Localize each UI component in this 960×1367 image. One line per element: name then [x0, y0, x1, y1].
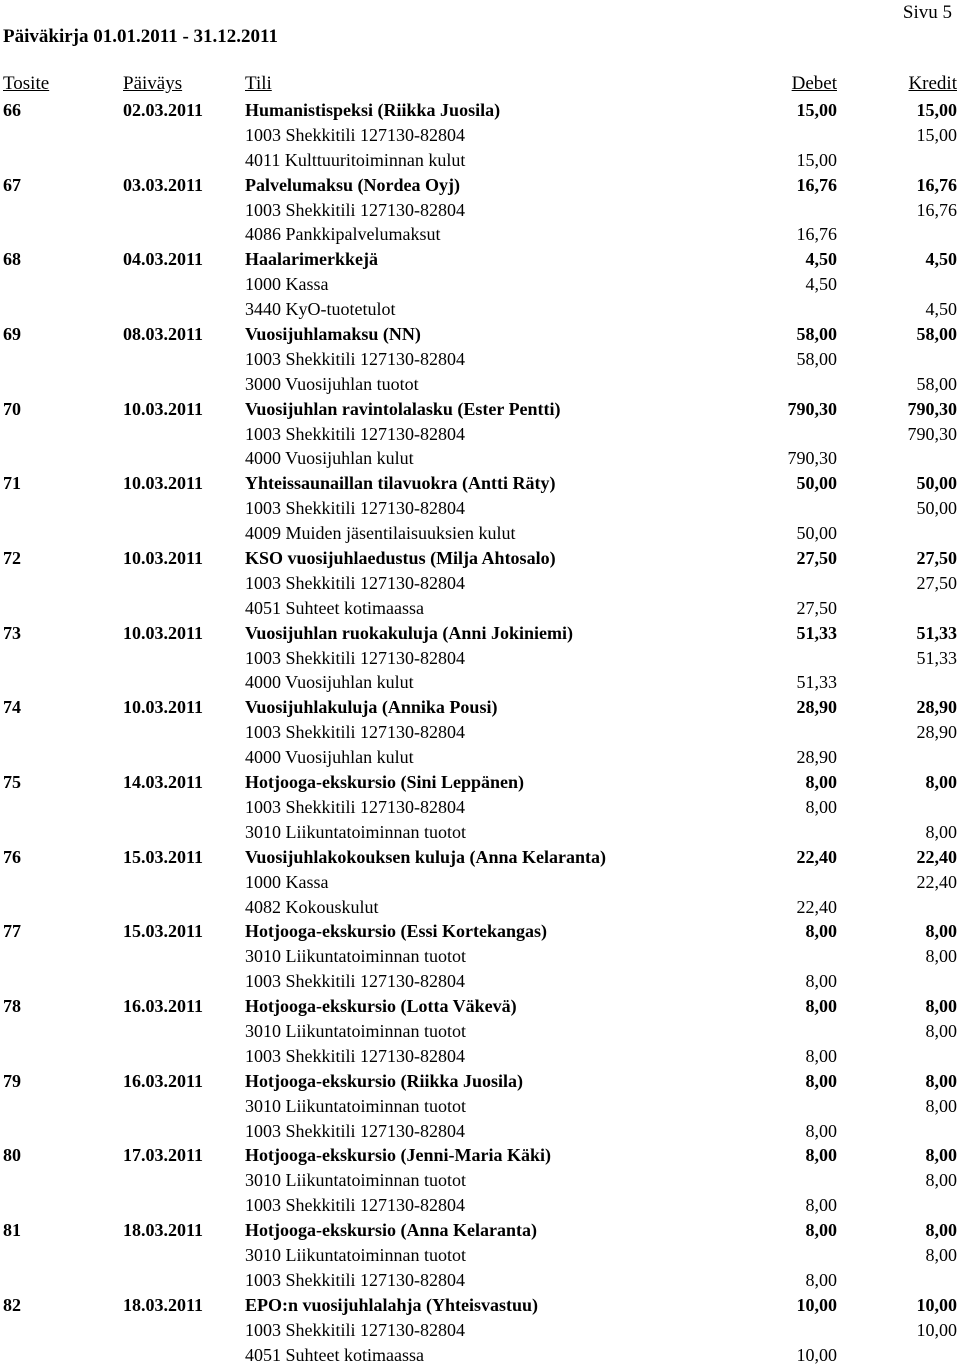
voucher-number: 78: [3, 996, 21, 1017]
entry-debet-total: 28,90: [796, 697, 837, 718]
account-line-row: [0, 596, 960, 621]
entry-debet-total: 50,00: [796, 473, 837, 494]
journal-entry-row: [0, 247, 960, 272]
account-name: 1000 Kassa: [245, 274, 329, 295]
voucher-number: 77: [3, 921, 21, 942]
entry-debet-total: 8,00: [805, 1070, 837, 1091]
voucher-number: 71: [3, 473, 21, 494]
entry-date: 10.03.2011: [123, 548, 204, 569]
account-line-row: [0, 745, 960, 770]
entry-date: 10.03.2011: [123, 473, 204, 494]
line-debet: 8,00: [805, 1120, 837, 1141]
entry-debet-total: 22,40: [796, 846, 837, 867]
account-name: 1003 Shekkitili 127130-82804: [245, 423, 465, 444]
account-line-row: [0, 496, 960, 521]
voucher-number: 69: [3, 324, 21, 345]
entry-debet-total: 790,30: [787, 398, 837, 419]
column-header-tili: Tili: [245, 73, 272, 94]
account-name: 1003 Shekkitili 127130-82804: [245, 498, 465, 519]
account-name: 4082 Kokouskulut: [245, 896, 379, 917]
line-kredit: 8,00: [925, 946, 957, 967]
entry-kredit-total: 8,00: [925, 1220, 957, 1241]
account-line-row: [0, 1268, 960, 1293]
entry-kredit-total: 8,00: [925, 772, 957, 793]
line-kredit: 15,00: [916, 124, 957, 145]
entry-description: Hotjooga-ekskursio (Riikka Juosila): [245, 1070, 524, 1091]
entry-description: Hotjooga-ekskursio (Sini Leppänen): [245, 772, 525, 793]
account-name: 1003 Shekkitili 127130-82804: [245, 722, 465, 743]
line-debet: 8,00: [805, 971, 837, 992]
line-debet: 8,00: [805, 796, 837, 817]
entry-description: Vuosijuhlakuluja (Annika Pousi): [245, 697, 498, 718]
journal-entry-row: [0, 1293, 960, 1318]
account-line-row: [0, 372, 960, 397]
account-line-row: [0, 446, 960, 471]
line-kredit: 4,50: [925, 299, 957, 320]
column-headers: [0, 73, 960, 98]
voucher-number: 79: [3, 1070, 21, 1091]
account-name: 1003 Shekkitili 127130-82804: [245, 1045, 465, 1066]
line-kredit: 8,00: [925, 1244, 957, 1265]
line-kredit: 8,00: [925, 821, 957, 842]
entry-description: Vuosijuhlakokouksen kuluja (Anna Kelaranta): [245, 846, 606, 867]
account-name: 1003 Shekkitili 127130-82804: [245, 971, 465, 992]
entry-description: Humanistispeksi (Riikka Juosila): [245, 100, 501, 120]
account-line-row: [0, 222, 960, 247]
account-line-row: [0, 297, 960, 322]
account-name: 3010 Liikuntatoiminnan tuotot: [245, 946, 466, 967]
account-line-row: [0, 720, 960, 745]
entry-date: 17.03.2011: [123, 1145, 204, 1166]
entry-date: 15.03.2011: [123, 846, 204, 867]
voucher-number: 68: [3, 249, 21, 270]
entry-description: Vuosijuhlamaksu (NN): [245, 324, 421, 345]
entry-kredit-total: 27,50: [916, 548, 957, 569]
account-line-row: [0, 1019, 960, 1044]
voucher-number: 80: [3, 1145, 21, 1166]
line-kredit: 790,30: [907, 423, 957, 444]
line-debet: 28,90: [796, 747, 837, 768]
line-kredit: 22,40: [916, 871, 957, 892]
entry-date: 10.03.2011: [123, 398, 204, 419]
entry-date: 10.03.2011: [123, 622, 204, 643]
journal-entry-row: [0, 994, 960, 1019]
line-kredit: 58,00: [916, 373, 957, 394]
journal-entry-row: [0, 621, 960, 646]
entry-description: Yhteissaunaillan tilavuokra (Antti Räty): [245, 473, 556, 494]
page-header: [0, 0, 960, 70]
document-title: Päiväkirja 01.01.2011 - 31.12.2011: [3, 26, 278, 47]
journal-entry-row: [0, 397, 960, 422]
entry-debet-total: 16,76: [796, 174, 837, 195]
journal-entry-row: [0, 322, 960, 347]
account-name: 1003 Shekkitili 127130-82804: [245, 796, 465, 817]
account-name: 4086 Pankkipalvelumaksut: [245, 224, 441, 245]
entry-date: 18.03.2011: [123, 1294, 204, 1315]
entry-debet-total: 15,00: [796, 100, 837, 120]
entry-kredit-total: 8,00: [925, 1145, 957, 1166]
account-name: 1003 Shekkitili 127130-82804: [245, 199, 465, 220]
journal-entry-row: [0, 1069, 960, 1094]
voucher-number: 73: [3, 622, 21, 643]
line-debet: 8,00: [805, 1045, 837, 1066]
column-header-debet: Debet: [791, 73, 837, 94]
entry-date: 03.03.2011: [123, 174, 204, 195]
entry-debet-total: 4,50: [805, 249, 837, 270]
journal-entry-row: [0, 770, 960, 795]
line-kredit: 16,76: [916, 199, 957, 220]
account-name: 1003 Shekkitili 127130-82804: [245, 1269, 465, 1290]
entry-kredit-total: 28,90: [916, 697, 957, 718]
entry-kredit-total: 4,50: [925, 249, 957, 270]
entry-date: 02.03.2011: [123, 100, 204, 120]
line-debet: 50,00: [796, 523, 837, 544]
entry-description: Haalarimerkkejä: [245, 249, 378, 270]
account-name: 4051 Suhteet kotimaassa: [245, 1344, 424, 1365]
entry-kredit-total: 8,00: [925, 996, 957, 1017]
account-line-row: [0, 1094, 960, 1119]
line-kredit: 28,90: [916, 722, 957, 743]
entry-description: Vuosijuhlan ravintolalasku (Ester Pentti): [245, 398, 561, 419]
voucher-number: 81: [3, 1220, 21, 1241]
entry-debet-total: 8,00: [805, 772, 837, 793]
account-name: 3010 Liikuntatoiminnan tuotot: [245, 821, 466, 842]
entry-description: EPO:n vuosijuhlalahja (Yhteisvastuu): [245, 1294, 539, 1315]
account-line-row: [0, 795, 960, 820]
column-header-paivays: Päiväys: [123, 73, 183, 94]
line-debet: 4,50: [805, 274, 837, 295]
entry-kredit-total: 8,00: [925, 921, 957, 942]
account-line-row: [0, 670, 960, 695]
account-name: 1003 Shekkitili 127130-82804: [245, 1195, 465, 1216]
entry-debet-total: 8,00: [805, 1145, 837, 1166]
line-kredit: 50,00: [916, 498, 957, 519]
entry-kredit-total: 58,00: [916, 324, 957, 345]
account-name: 1003 Shekkitili 127130-82804: [245, 572, 465, 593]
entry-debet-total: 51,33: [796, 622, 837, 643]
entry-debet-total: 58,00: [796, 324, 837, 345]
voucher-number: 74: [3, 697, 21, 718]
account-line-row: [0, 646, 960, 671]
journal-entry-row: [0, 845, 960, 870]
line-debet: 27,50: [796, 597, 837, 618]
line-kredit: 8,00: [925, 1020, 957, 1041]
entry-date: 08.03.2011: [123, 324, 204, 345]
line-debet: 10,00: [796, 1344, 837, 1365]
column-header-tosite: Tosite: [3, 73, 50, 94]
voucher-number: 67: [3, 174, 21, 195]
account-name: 3010 Liikuntatoiminnan tuotot: [245, 1244, 466, 1265]
journal-entry-row: [0, 919, 960, 944]
entry-kredit-total: 50,00: [916, 473, 957, 494]
account-line-row: [0, 272, 960, 297]
line-kredit: 10,00: [916, 1319, 957, 1340]
account-name: 1003 Shekkitili 127130-82804: [245, 1319, 465, 1340]
line-debet: 790,30: [787, 448, 837, 469]
entry-debet-total: 8,00: [805, 1220, 837, 1241]
line-debet: 8,00: [805, 1195, 837, 1216]
entry-description: Hotjooga-ekskursio (Jenni-Maria Käki): [245, 1145, 551, 1166]
account-name: 3440 KyO-tuotetulot: [245, 299, 396, 320]
account-line-row: [0, 347, 960, 372]
account-name: 4011 Kulttuuritoiminnan kulut: [245, 149, 466, 170]
account-name: 1003 Shekkitili 127130-82804: [245, 124, 465, 145]
entry-date: 14.03.2011: [123, 772, 204, 793]
entry-kredit-total: 10,00: [916, 1294, 957, 1315]
voucher-number: 66: [3, 100, 21, 120]
account-line-row: [0, 123, 960, 148]
account-name: 3010 Liikuntatoiminnan tuotot: [245, 1170, 466, 1191]
entry-date: 10.03.2011: [123, 697, 204, 718]
entry-debet-total: 8,00: [805, 996, 837, 1017]
line-debet: 16,76: [796, 224, 837, 245]
account-line-row: [0, 895, 960, 920]
account-name: 4000 Vuosijuhlan kulut: [245, 747, 414, 768]
account-name: 4009 Muiden jäsentilaisuuksien kulut: [245, 523, 516, 544]
entry-description: Palvelumaksu (Nordea Oyj): [245, 174, 460, 195]
account-name: 1003 Shekkitili 127130-82804: [245, 1120, 465, 1141]
line-debet: 58,00: [796, 348, 837, 369]
line-kredit: 8,00: [925, 1095, 957, 1116]
journal-entry-row: [0, 695, 960, 720]
entry-kredit-total: 51,33: [916, 622, 957, 643]
account-line-row: [0, 969, 960, 994]
account-line-row: [0, 870, 960, 895]
voucher-number: 70: [3, 398, 21, 419]
account-name: 4000 Vuosijuhlan kulut: [245, 448, 414, 469]
journal-entry-row: [0, 1143, 960, 1168]
account-name: 4051 Suhteet kotimaassa: [245, 597, 424, 618]
account-line-row: [0, 422, 960, 447]
entry-kredit-total: 15,00: [916, 100, 957, 120]
account-line-row: [0, 944, 960, 969]
entry-description: Vuosijuhlan ruokakuluja (Anni Jokiniemi): [245, 622, 573, 643]
line-debet: 51,33: [796, 672, 837, 693]
account-name: 3010 Liikuntatoiminnan tuotot: [245, 1020, 466, 1041]
account-name: 3000 Vuosijuhlan tuotot: [245, 373, 419, 394]
voucher-number: 76: [3, 846, 21, 867]
journal-ledger: [0, 98, 960, 1367]
entry-date: 16.03.2011: [123, 1070, 204, 1091]
account-name: 1000 Kassa: [245, 871, 329, 892]
account-name: 1003 Shekkitili 127130-82804: [245, 647, 465, 668]
journal-entry-row: [0, 471, 960, 496]
line-debet: 22,40: [796, 896, 837, 917]
account-line-row: [0, 198, 960, 223]
entry-date: 16.03.2011: [123, 996, 204, 1017]
page-number: Sivu 5: [902, 2, 952, 23]
line-kredit: 27,50: [916, 572, 957, 593]
account-line-row: [0, 1243, 960, 1268]
account-line-row: [0, 820, 960, 845]
journal-entry-row: [0, 173, 960, 198]
entry-kredit-total: 22,40: [916, 846, 957, 867]
account-line-row: [0, 521, 960, 546]
entry-debet-total: 10,00: [796, 1294, 837, 1315]
account-name: 4000 Vuosijuhlan kulut: [245, 672, 414, 693]
journal-entry-row: [0, 546, 960, 571]
line-kredit: 51,33: [916, 647, 957, 668]
voucher-number: 75: [3, 772, 21, 793]
account-line-row: [0, 1318, 960, 1343]
entry-debet-total: 27,50: [796, 548, 837, 569]
account-line-row: [0, 1044, 960, 1069]
account-line-row: [0, 1343, 960, 1367]
voucher-number: 72: [3, 548, 21, 569]
entry-kredit-total: 16,76: [916, 174, 957, 195]
entry-date: 04.03.2011: [123, 249, 204, 270]
account-line-row: [0, 571, 960, 596]
entry-description: Hotjooga-ekskursio (Lotta Väkevä): [245, 996, 517, 1017]
entry-kredit-total: 790,30: [907, 398, 957, 419]
entry-date: 15.03.2011: [123, 921, 204, 942]
account-line-row: [0, 1193, 960, 1218]
line-kredit: 8,00: [925, 1170, 957, 1191]
journal-entry-row: [0, 1218, 960, 1243]
account-line-row: [0, 1168, 960, 1193]
account-line-row: [0, 148, 960, 173]
account-line-row: [0, 1119, 960, 1144]
entry-description: KSO vuosijuhlaedustus (Milja Ahtosalo): [245, 548, 556, 569]
entry-debet-total: 8,00: [805, 921, 837, 942]
entry-date: 18.03.2011: [123, 1220, 204, 1241]
entry-description: Hotjooga-ekskursio (Essi Kortekangas): [245, 921, 548, 942]
entry-kredit-total: 8,00: [925, 1070, 957, 1091]
column-header-kredit: Kredit: [908, 73, 957, 94]
journal-entry-row: [0, 98, 960, 123]
voucher-number: 82: [3, 1294, 21, 1315]
account-name: 1003 Shekkitili 127130-82804: [245, 348, 465, 369]
line-debet: 15,00: [796, 149, 837, 170]
account-name: 3010 Liikuntatoiminnan tuotot: [245, 1095, 466, 1116]
entry-description: Hotjooga-ekskursio (Anna Kelaranta): [245, 1220, 537, 1241]
line-debet: 8,00: [805, 1269, 837, 1290]
